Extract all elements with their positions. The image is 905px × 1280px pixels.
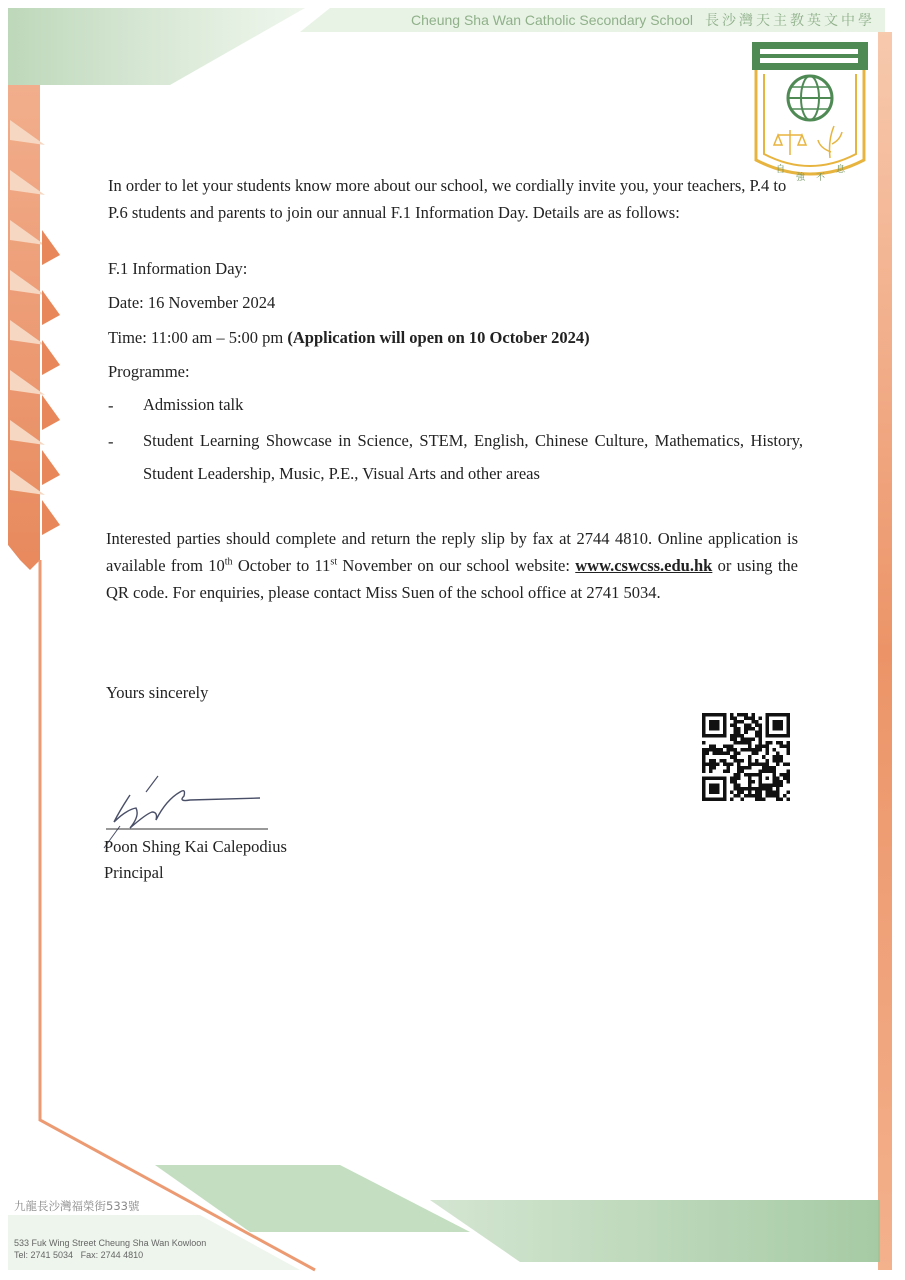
sup-th: th: [224, 556, 233, 568]
contact-text-4: or using the QR code. For enquiries, please contact Miss Suen of the school office at 2741 5034.: [106, 556, 798, 602]
closing: Yours sincerely: [106, 683, 209, 702]
sup-st: st: [330, 556, 338, 568]
contact-paragraph: [106, 525, 798, 606]
signatory-name: Poon Shing Kai Calepodius: [104, 837, 287, 856]
crest-motto-3: 不: [816, 173, 826, 183]
bullet-dash: -: [108, 432, 114, 451]
application-note: (Application will open on 10 October 2024): [287, 328, 590, 347]
left-arrow-right-stack: [42, 230, 60, 535]
top-green-band: [8, 8, 305, 85]
crest-motto-2: 強: [796, 173, 806, 183]
footer-tel: Tel: 2741 5034: [14, 1250, 74, 1260]
school-name-header: [320, 10, 875, 32]
event-time: Time: 11:00 am – 5:00 pm: [108, 328, 284, 347]
school-name-zh: 長沙灣天主教英文中學: [705, 13, 875, 29]
contact-text-2: October to 11: [232, 556, 331, 575]
crest-motto-1: 自: [776, 165, 786, 175]
left-thin-line: [40, 560, 315, 1270]
wheat-icon: [818, 126, 842, 158]
qr-code[interactable]: [702, 713, 790, 801]
intro-paragraph: In order to let your students know more about our school, we cordially invite you, your teachers, P.4 to P.6 students and parents to join our annual F.1 Information Day. Details are as follows:: [108, 176, 787, 222]
contact-text-1: Interested parties should complete and return the reply slip by fax at 2744 4810. Online application is available from 10: [106, 529, 798, 575]
bullet-dash: -: [108, 396, 114, 415]
footer-address-zh: 九龍長沙灣福榮街533號: [14, 1199, 140, 1213]
school-name-en: Cheung Sha Wan Catholic Secondary School: [411, 12, 693, 28]
school-crest-logo: [750, 40, 870, 190]
event-date: Date: 16 November 2024: [108, 293, 276, 312]
event-title: F.1 Information Day:: [108, 259, 248, 278]
right-orange-column: [878, 32, 892, 1270]
programme-item: Admission talk: [143, 395, 244, 414]
contact-text-3: November on our school website:: [337, 556, 576, 575]
footer-address-en: 533 Fuk Wing Street Cheung Sha Wan Kowloon: [14, 1238, 207, 1248]
programme-label: Programme:: [108, 362, 190, 381]
crest-motto-4: 息: [836, 165, 846, 175]
footer-fax: Fax: 2744 4810: [80, 1250, 144, 1260]
programme-item: Student Learning Showcase in Science, STEM, English, Chinese Culture, Mathematics, History, Student Leadership, Music, P.E., Visual Arts and other areas: [143, 431, 803, 483]
school-website-link[interactable]: www.cswcss.edu.hk: [575, 556, 713, 575]
scales-icon: [774, 130, 806, 155]
event-time-line: [108, 328, 590, 348]
signatory-title: Principal: [104, 863, 164, 882]
bottom-green-band: [430, 1200, 880, 1262]
footer-contact-line: [14, 1250, 143, 1260]
